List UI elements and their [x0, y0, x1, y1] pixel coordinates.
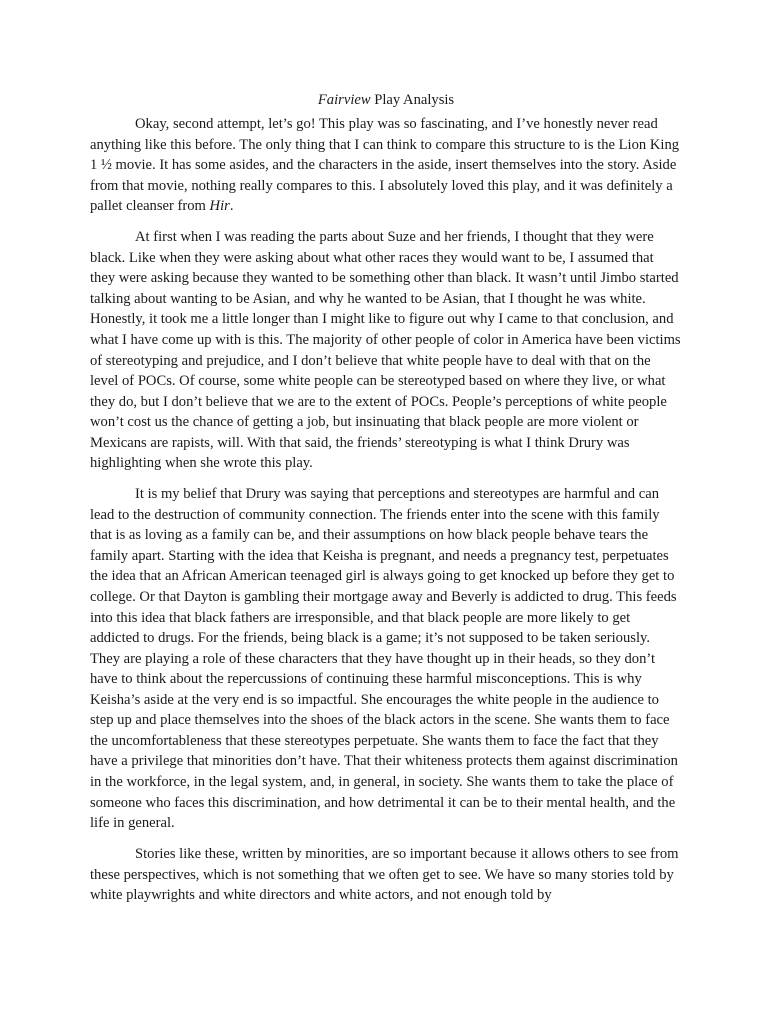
title-suffix: Play Analysis	[370, 92, 455, 108]
paragraph-1-italic: Hir	[209, 198, 230, 215]
paragraph-1-text: Okay, second attempt, let’s go! This play was so fascinating, and I’ve honestly never read anything like this before. The only thing that I can think to compare this structure to is the Lion King 1 ½ movie. It has some asides, and the characters in the aside, insert themselves into the story. Aside from that movie, nothing really compares to this. I absolutely loved this play, and it was definitely a pallet cleanser from	[90, 116, 680, 215]
paragraph-2: At first when I was reading the parts about Suze and her friends, I thought that they were black. Like when they were asking about what other races they would want to be, I assumed that they were asking because they wanted to be something other than black. It wasn’t until Jimbo started talking about wanting to be Asian, and why he wanted to be Asian, that I thought he was white. Honestly, it took me a little longer than I might like to figure out why I came to that conclusion, and what I have come up with is this. The majority of other people of color in America have been victims of stereotyping and prejudice, and I don’t believe that white people have to deal with that on the level of POCs. Of course, some white people can be stereotyped based on where they live, or what they do, but I don’t believe that we are to the extent of POCs. People’s perceptions of white people won’t cost us the chance of getting a job, but insinuating that black people are more violent or Mexicans are rapists, will. With that said, the friends’ stereotyping is what I think Drury was highlighting when she wrote this play.	[90, 229, 681, 472]
paragraph-1-end: .	[229, 198, 234, 215]
paragraph-3: It is my belief that Drury was saying that perceptions and stereotypes are harmful and can lead to the destruction of community connection. The friends enter into the scene with this family that is as loving as a family can be, and their assumptions on how black people behave tears the family apart. Starting with the idea that Keisha is pregnant, and needs a pregnancy test, perpetuates the idea that an African American teenaged girl is always going to get knocked up before they get to college. Or that Dayton is gambling their mortgage away and Beverly is addicted to drug. This feeds into this idea that black fathers are irresponsible, and that black people are more likely to get addicted to drugs. For the friends, being black is a game; it’s not supposed to be taken seriously. They are playing a role of these characters that they have thought up in their heads, so they don’t have to think about the repercussions of continuing these harmful misconceptions. This is why Keisha’s aside at the very end is so impactful. She encourages the white people in the audience to step up and place themselves into the shoes of the black actors in the scene. She wants them to face the uncomfortableness that these stereotypes perpetuate. She wants them to face the fact that they have a privilege that minorities don’t have. That their whiteness protects them against discrimination in the workforce, in the legal system, and, in general, in society. She wants them to take the place of someone who faces this discrimination, and how detrimental it can be to their mental health, and the life in general.	[90, 486, 678, 832]
paragraph-1	[90, 114, 682, 217]
paragraph-4: Stories like these, written by minorities, are so important because it allows others to see from these perspectives, which is not something that we often get to see. We have so many stories told by white playwrights and white directors and white actors, and not enough told by	[90, 846, 679, 904]
title-play-name: Fairview	[317, 92, 371, 108]
document-title	[90, 90, 682, 111]
document-page	[90, 90, 682, 916]
